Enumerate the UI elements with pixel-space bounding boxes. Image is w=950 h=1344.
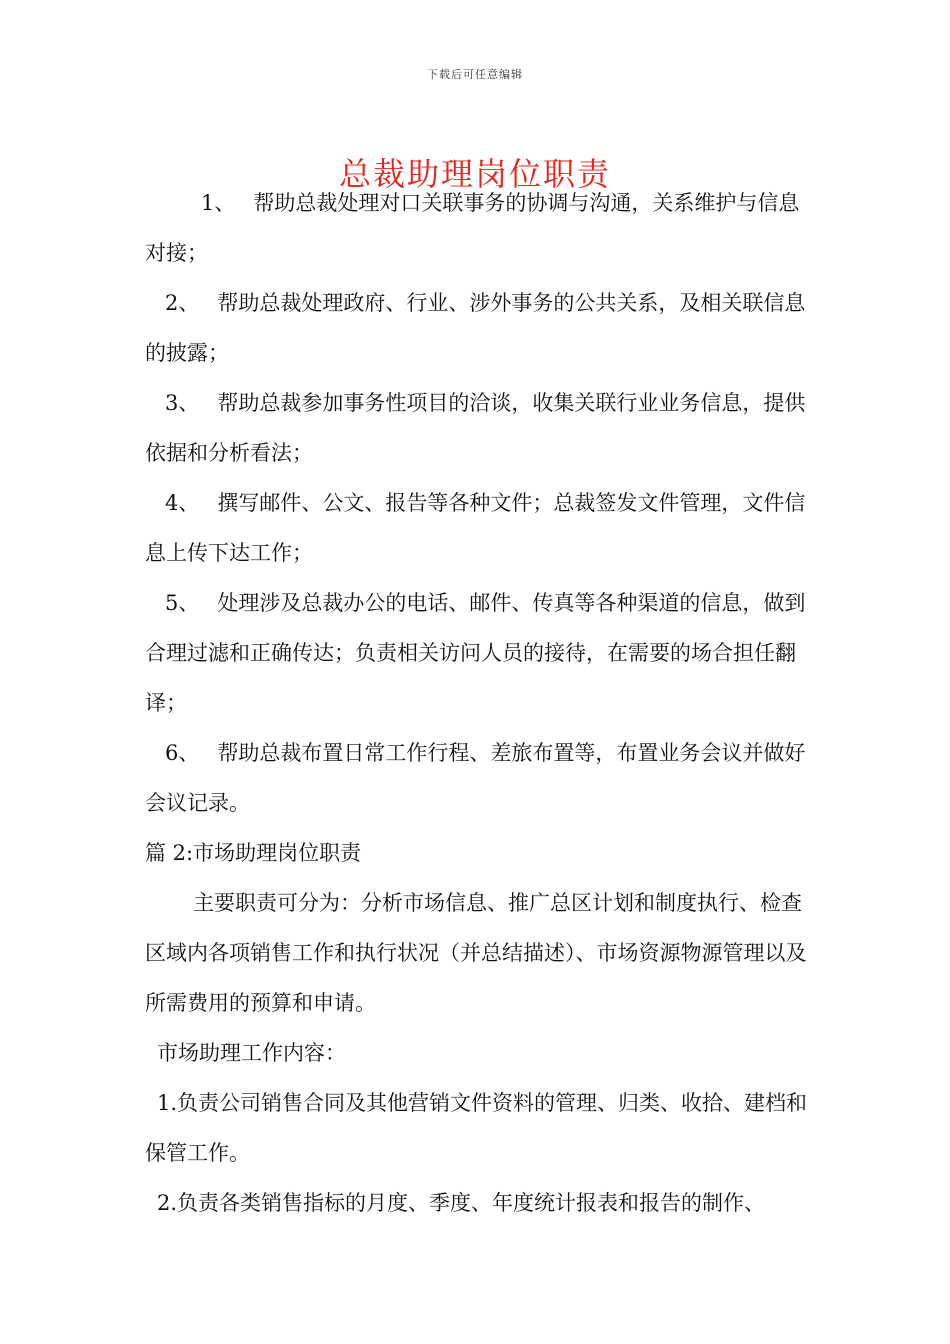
document-body (145, 178, 810, 1228)
intro-paragraph: 主要职责可分为：分析市场信息、推广总区计划和制度执行、检查区域内各项销售工作和执行状况（并总结描述）、市场资源物源管理以及所需费用的预算和申请。 (145, 891, 807, 1015)
item-number: 2、 (165, 291, 200, 315)
list-item (145, 478, 810, 578)
item-text: 帮助总裁布置日常工作行程、差旅布置等，布置业务会议并做好会议记录。 (145, 741, 806, 815)
subheading: 市场助理工作内容： (157, 1041, 346, 1065)
item-number: 6、 (165, 741, 200, 765)
item-text: 负责各类销售指标的月度、季度、年度统计报表和报告的制作、 (177, 1191, 766, 1215)
item-number: 1. (157, 1091, 178, 1115)
list-item (145, 578, 810, 728)
list-item (145, 178, 810, 278)
item-number: 5、 (165, 591, 200, 615)
list-item (145, 278, 810, 378)
item-number: 2. (157, 1191, 178, 1215)
list-item (145, 728, 810, 828)
item-text: 帮助总裁处理政府、行业、涉外事务的公共关系，及相关联信息的披露； (145, 291, 806, 365)
item-text: 帮助总裁处理对口关联事务的协调与沟通，关系维护与信息对接； (145, 191, 800, 265)
item-text: 撰写邮件、公文、报告等各种文件；总裁签发文件管理，文件信息上传下达工作； (145, 491, 806, 565)
section-heading: 篇 2:市场助理岗位职责 (145, 841, 362, 865)
item-number: 3、 (165, 391, 200, 415)
list-item (145, 378, 810, 478)
item-text: 帮助总裁参加事务性项目的洽谈，收集关联行业业务信息，提供依据和分析看法； (145, 391, 806, 465)
item-text: 负责公司销售合同及其他营销文件资料的管理、归类、收拾、建档和保管工作。 (145, 1091, 808, 1165)
item-number: 1、 (201, 191, 236, 215)
document-title: 总裁助理岗位职责 (338, 155, 611, 194)
list-item (145, 1078, 810, 1178)
list-item (145, 1178, 810, 1228)
header-note: 下载后可任意编辑 (427, 68, 523, 81)
item-number: 4、 (165, 491, 200, 515)
item-text: 处理涉及总裁办公的电话、邮件、传真等各种渠道的信息，做到合理过滤和正确传达；负责相关访问人员的接待，在需要的场合担任翻译； (145, 591, 806, 715)
